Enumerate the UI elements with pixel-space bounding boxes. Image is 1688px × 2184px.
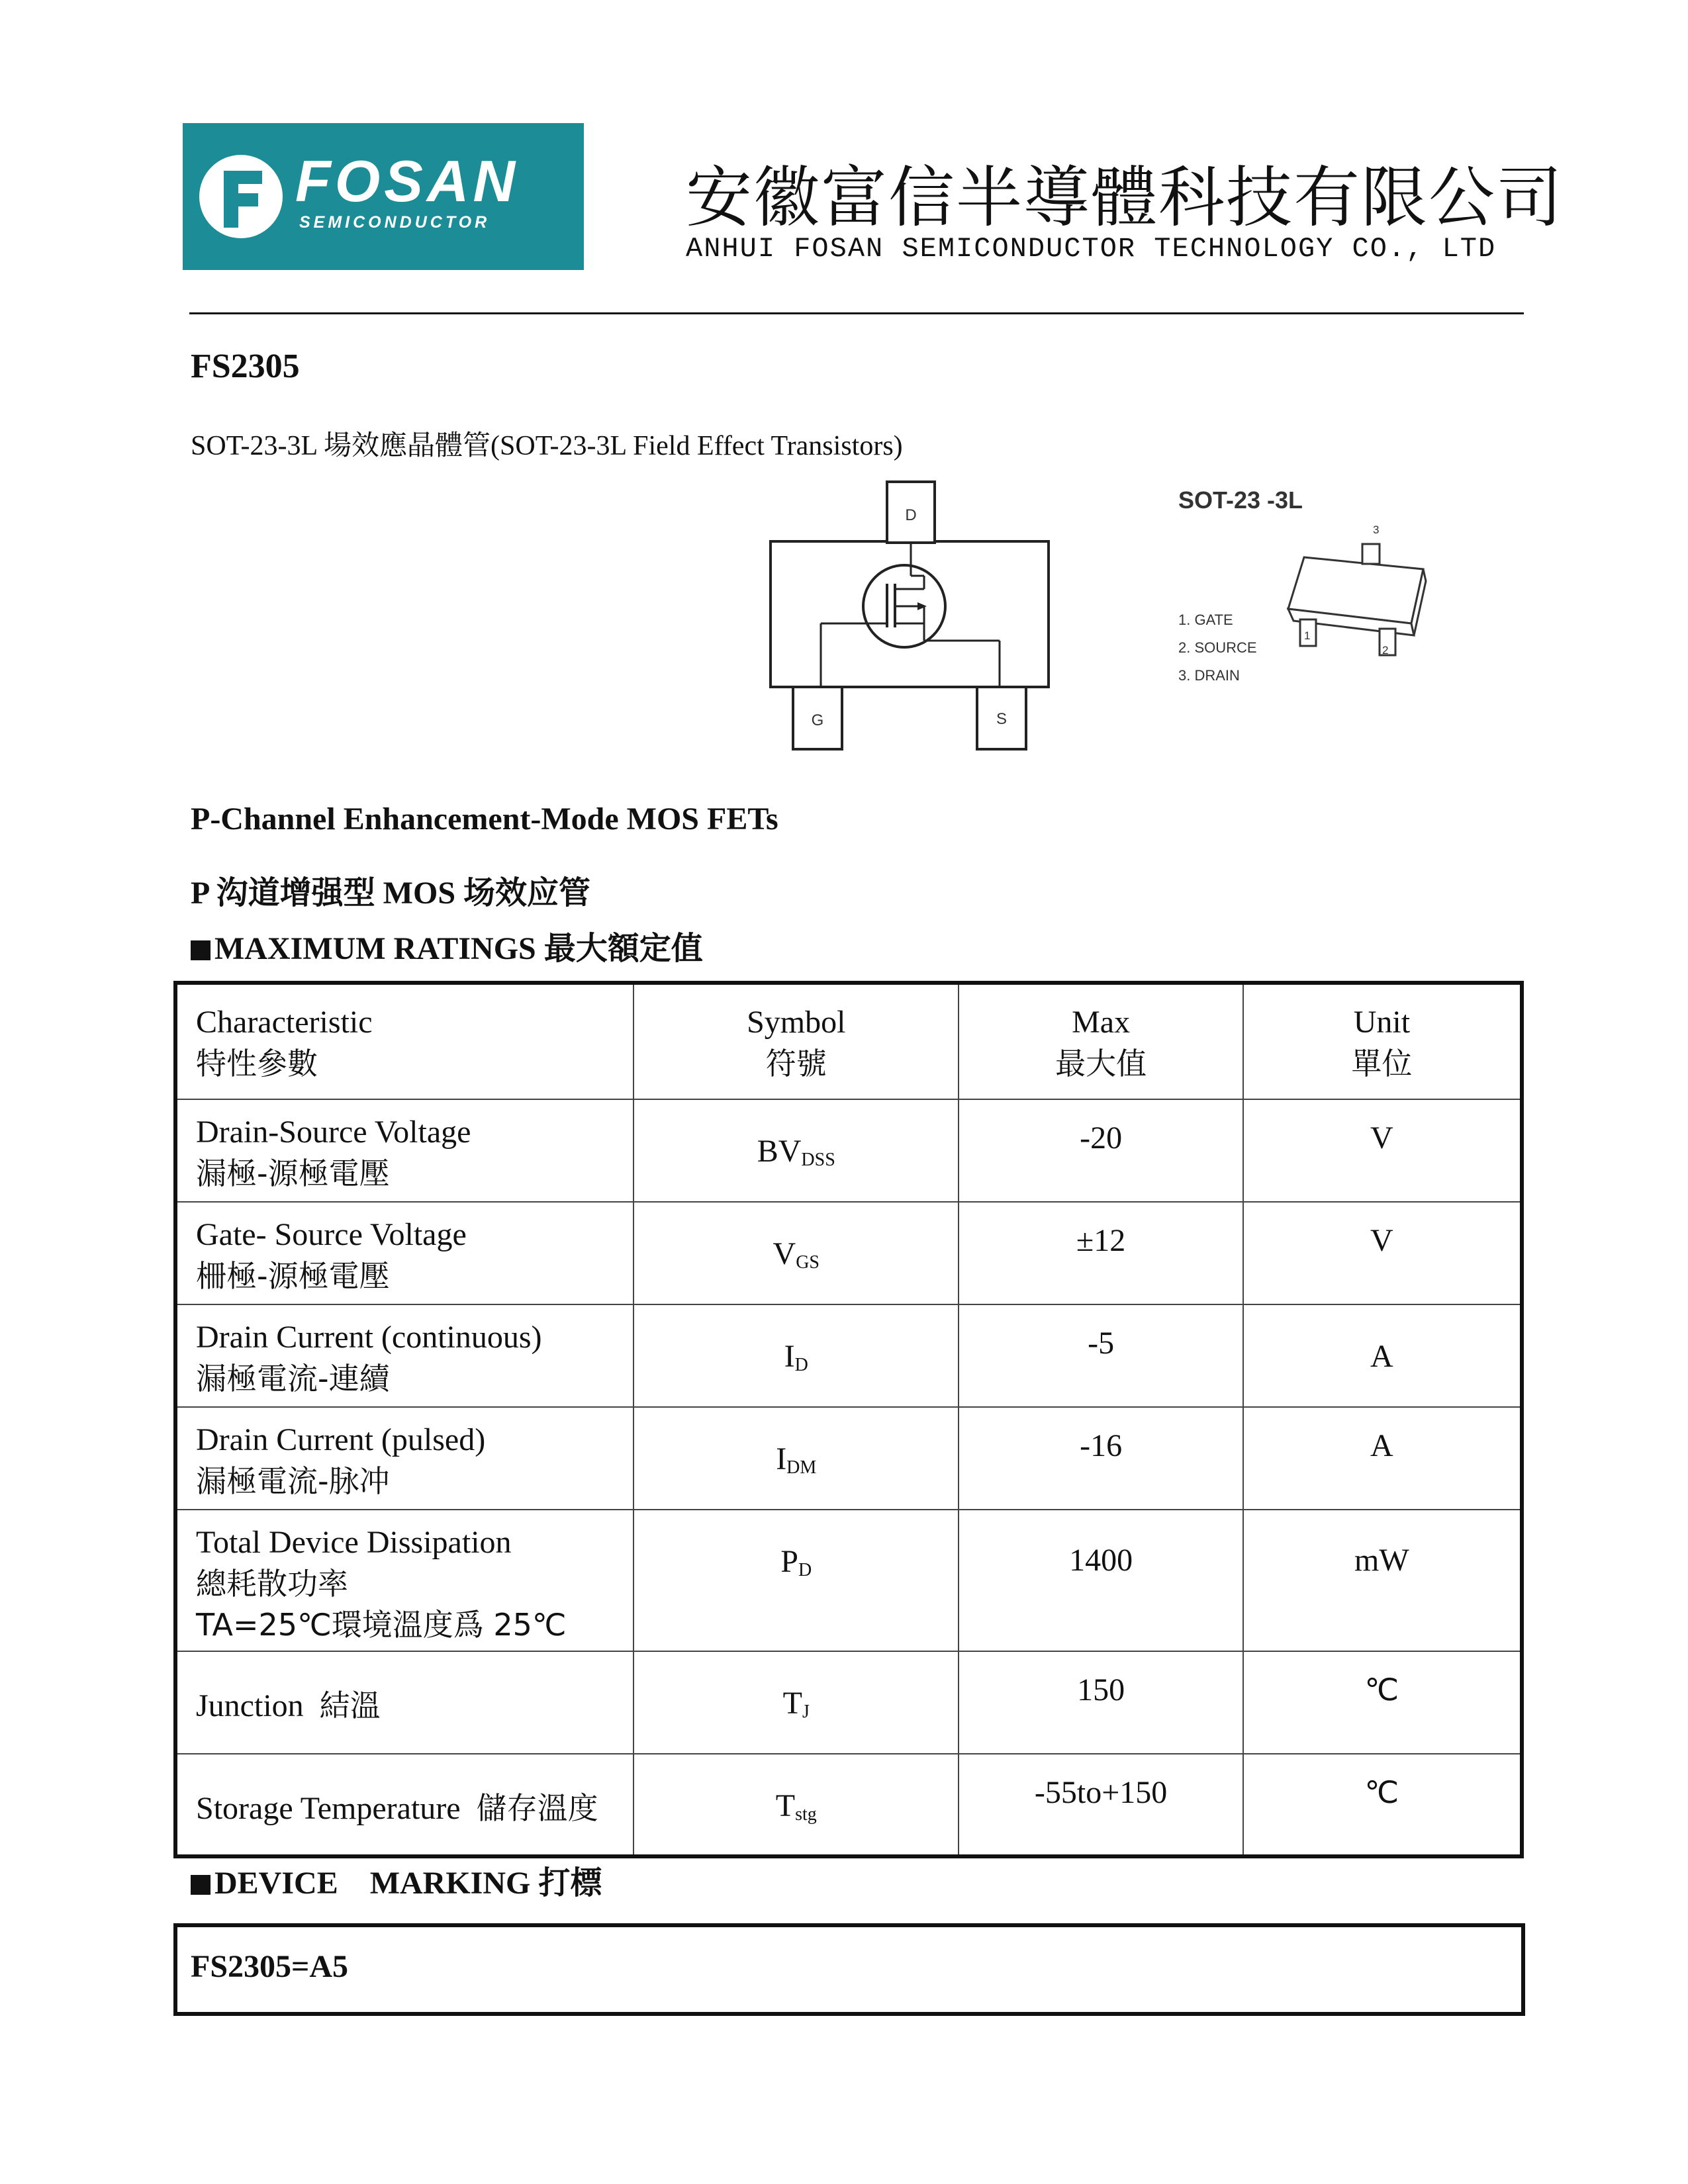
- table-row: [175, 1202, 1522, 1304]
- marking-title-text: DEVICE MARKING 打標: [214, 1866, 602, 1901]
- characteristic-en: Drain Current (continuous): [196, 1320, 542, 1355]
- pinout-schematic: [761, 477, 1072, 768]
- symbol-subscript: stg: [795, 1804, 817, 1825]
- marking-box: [173, 1923, 1525, 2016]
- company-name-chinese: 安徽富信半導體科技有限公司: [686, 159, 1564, 236]
- symbol-cell: [633, 1407, 959, 1510]
- pin-d-label: D: [905, 506, 917, 524]
- characteristic-cn: 結溫: [319, 1688, 381, 1723]
- header-unit-cn: 單位: [1351, 1046, 1413, 1081]
- table-row: [175, 1304, 1522, 1407]
- marking-section-title: [191, 1857, 602, 1903]
- symbol-subscript: J: [802, 1702, 810, 1722]
- unit-cell: A: [1243, 1304, 1522, 1407]
- header-max-cn: 最大值: [1055, 1046, 1147, 1081]
- symbol-cell: [633, 1651, 959, 1754]
- marking-value: FS2305=A5: [191, 1949, 349, 1984]
- characteristic-en: Gate- Source Voltage: [196, 1217, 467, 1252]
- header-symbol-cn: 符號: [765, 1046, 827, 1081]
- header-max: [959, 983, 1243, 1099]
- characteristic-cell: [175, 1202, 633, 1304]
- characteristic-en: Drain-Source Voltage: [196, 1115, 471, 1150]
- characteristic-en: Junction: [196, 1688, 304, 1723]
- header-characteristic: [175, 983, 633, 1099]
- max-cell: -16: [959, 1407, 1243, 1510]
- table-row: [175, 1407, 1522, 1510]
- symbol-cell: [633, 1304, 959, 1407]
- pin-number-3: 3: [1373, 523, 1380, 536]
- symbol-main: P: [780, 1544, 798, 1579]
- symbol-main: T: [775, 1788, 796, 1823]
- max-cell: -5: [959, 1304, 1243, 1407]
- header-unit: [1243, 983, 1522, 1099]
- unit-cell: ℃: [1243, 1754, 1522, 1856]
- characteristic-en: Drain Current (pulsed): [196, 1422, 486, 1457]
- symbol-cell: [633, 1510, 959, 1651]
- symbol-main: BV: [757, 1134, 802, 1169]
- unit-cell: V: [1243, 1099, 1522, 1202]
- header-divider: [189, 312, 1524, 314]
- characteristic-cn: 總耗散功率: [196, 1566, 348, 1602]
- characteristic-cn: 漏極電流-脉冲: [196, 1463, 390, 1499]
- logo-tagline-text: SEMICONDUCTOR: [299, 213, 491, 232]
- unit-cell: mW: [1243, 1510, 1522, 1651]
- header-symbol: [633, 983, 959, 1099]
- characteristic-cell: [175, 1754, 633, 1856]
- max-cell: 150: [959, 1651, 1243, 1754]
- part-number: FS2305: [191, 347, 300, 385]
- table-row: [175, 1651, 1522, 1754]
- header-characteristic-cn: 特性參數: [196, 1046, 318, 1081]
- header-symbol-en: Symbol: [747, 1005, 846, 1040]
- characteristic-condition: TA=25℃環境溫度爲 25℃: [196, 1607, 567, 1643]
- pin-number-2: 2: [1382, 644, 1389, 657]
- symbol-subscript: D: [798, 1560, 812, 1580]
- symbol-subscript: D: [794, 1355, 808, 1375]
- pin-g-label: G: [811, 711, 824, 729]
- company-name-english: ANHUI FOSAN SEMICONDUCTOR TECHNOLOGY CO., LTD: [686, 233, 1497, 265]
- table-row: [175, 1754, 1522, 1856]
- characteristic-cn: 柵極-源極電壓: [196, 1258, 390, 1294]
- characteristic-en: Total Device Dissipation: [196, 1525, 512, 1560]
- square-bullet-icon: [191, 940, 211, 960]
- symbol-subscript: GS: [796, 1252, 820, 1273]
- pin-s-label: S: [996, 710, 1008, 728]
- symbol-cell: [633, 1202, 959, 1304]
- symbol-main: I: [784, 1339, 795, 1374]
- unit-cell: A: [1243, 1407, 1522, 1510]
- table-header-row: [175, 983, 1522, 1099]
- unit-cell: ℃: [1243, 1651, 1522, 1754]
- symbol-subscript: DM: [786, 1457, 817, 1478]
- package-title: SOT-23 -3L: [1178, 486, 1303, 514]
- pin-list-gate: 1. GATE: [1178, 612, 1233, 628]
- subtitle-chinese: P 沟道增强型 MOS 场效应管: [191, 876, 591, 911]
- characteristic-cell: [175, 1099, 633, 1202]
- symbol-main: V: [773, 1236, 796, 1271]
- logo-brand-text: FOSAN: [295, 148, 519, 214]
- symbol-cell: [633, 1099, 959, 1202]
- max-cell: ±12: [959, 1202, 1243, 1304]
- symbol-main: I: [776, 1441, 787, 1477]
- ratings-section-title: [191, 923, 703, 968]
- subtitle-english: P-Channel Enhancement-Mode MOS FETs: [191, 801, 778, 837]
- header-max-en: Max: [1072, 1005, 1131, 1040]
- characteristic-cn: 儲存溫度: [476, 1790, 598, 1826]
- ratings-title-text: MAXIMUM RATINGS 最大額定值: [214, 931, 703, 966]
- table-row: [175, 1099, 1522, 1202]
- square-bullet-icon: [191, 1875, 211, 1895]
- characteristic-cn: 漏極電流-連續: [196, 1361, 390, 1396]
- pin-number-1: 1: [1304, 629, 1311, 642]
- header-unit-en: Unit: [1353, 1005, 1411, 1040]
- pin-list-source: 2. SOURCE: [1178, 639, 1257, 656]
- symbol-main: T: [782, 1686, 802, 1721]
- max-cell: -20: [959, 1099, 1243, 1202]
- characteristic-cell: [175, 1510, 633, 1651]
- max-ratings-table: [173, 981, 1524, 1858]
- symbol-cell: [633, 1754, 959, 1856]
- symbol-subscript: DSS: [801, 1150, 835, 1170]
- characteristic-cn: 漏極-源極電壓: [196, 1156, 390, 1191]
- characteristic-cell: [175, 1304, 633, 1407]
- company-logo: [183, 123, 584, 270]
- sot23-package-outline: [1172, 483, 1450, 695]
- header-characteristic-en: Characteristic: [196, 1005, 373, 1040]
- package-description: SOT-23-3L 場效應晶體管(SOT-23-3L Field Effect Transistors): [191, 431, 903, 461]
- characteristic-cell: [175, 1651, 633, 1754]
- fosan-logo-mark: [183, 123, 584, 270]
- unit-cell: V: [1243, 1202, 1522, 1304]
- characteristic-cell: [175, 1407, 633, 1510]
- max-cell: 1400: [959, 1510, 1243, 1651]
- max-cell: -55to+150: [959, 1754, 1243, 1856]
- pin-list-drain: 3. DRAIN: [1178, 667, 1240, 684]
- characteristic-en: Storage Temperature: [196, 1791, 461, 1826]
- table-row: [175, 1510, 1522, 1651]
